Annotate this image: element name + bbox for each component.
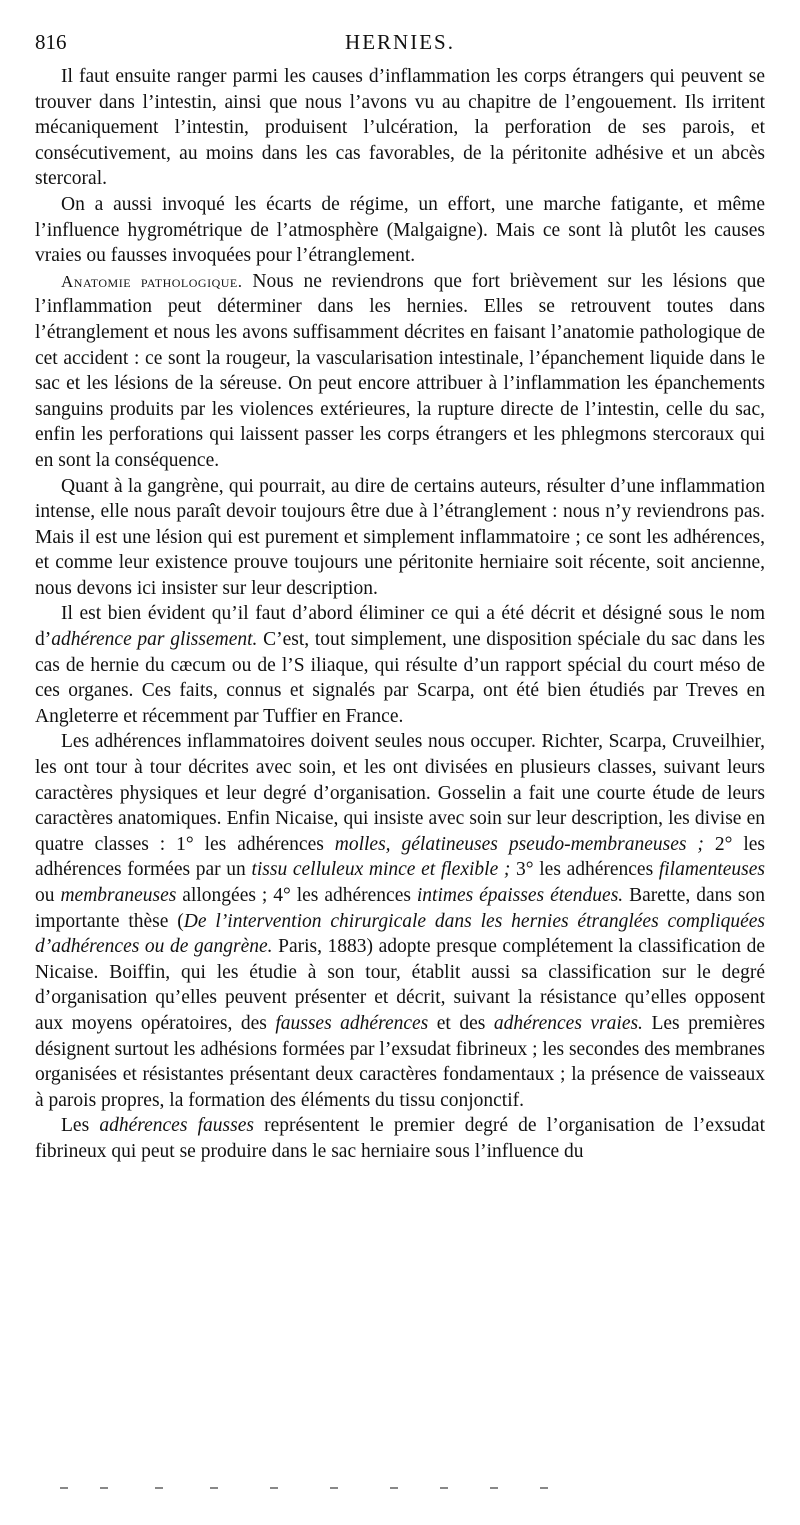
scan-noise <box>60 1487 560 1491</box>
running-title: HERNIES. <box>345 30 455 54</box>
section-heading: Anatomie pathologique. <box>61 271 243 291</box>
italic-term: adhérence par glissement. <box>51 629 258 651</box>
paragraph-4: Quant à la gangrène, qui pourrait, au dire de certains auteurs, résulter d’une inflammation intense, elle nous paraît devoir toujours être due à l’étranglement : nous n’y reviendrons pas. Mais il est une lésion qui est purement et simplement inflammatoire ; ce sont les adhérences, et comme leur existence prouve toujours une péritonite herniaire soit récente, soit ancienne, nous devons ici insister sur leur description. <box>35 475 765 599</box>
italic-term: membraneuses <box>60 885 177 906</box>
paragraph-1: Il faut ensuite ranger parmi les causes d’inflammation les corps étrangers qui peuvent se trouver dans l’intestin, ainsi que nous l’avons vu au chapitre de l’engouement. Ils irritent mécaniquement l’intestin, produisent l’ulcération, la perforation de ses parois, et consécutivement, au moins dans les cas favorables, de la péritonite adhésive et un abcès stercoral. <box>35 66 765 190</box>
running-header <box>35 30 765 60</box>
italic-term: fausses adhérences <box>275 1012 429 1034</box>
italic-term: adhérences fausses <box>99 1115 254 1137</box>
italic-term: tissu celluleux mince et flexible ; <box>251 859 511 881</box>
paragraph-5: Il est bien évident qu’il faut d’abord éliminer ce qui a été décrit et désigné sous le nom d’adhérence par glissement. C’est, tout simplement, une disposition spéciale du sac dans les cas de hernie du cæcum ou de l’S iliaque, qui résulte d’un rapport spécial du court méso de ces organes. Ces faits, connus et signalés par Scarpa, ont été bien étudiés par Treves en Angleterre et récemment par Tuffier en France. <box>35 603 765 727</box>
cited-thesis-title: De l’intervention chirurgicale dans les hernies étranglées compliquées d’adhérences ou de gangrène. <box>35 910 765 958</box>
italic-term: filamenteuses <box>658 859 765 881</box>
paragraph-2: On a aussi invoqué les écarts de régime, un effort, une marche fatigante, et même l’influence hygrométrique de l’atmosphère (Malgaigne). Mais ce sont là plutôt les causes vraies ou fausses invoquées pour l’étranglement. <box>35 193 765 267</box>
paragraph-6: Les adhérences inflammatoires doivent seules nous occuper. Richter, Scarpa, Cruveilhier, les ont tour à tour décrites avec soin, et les ont divisées en plusieurs classes, suivant leurs caractères physiques et leur degré d’organisation. Gosselin a fait une courte étude de leurs caractères anatomiques. Enfin Nicaise, qui insiste avec soin sur leur description, les divise en quatre classes : 1° les adhérences molles, gélatineuses pseudo-membraneuses ; 2° les adhérences formées par un tissu celluleux mince et flexible ; 3° les adhérences filamenteuses ou membraneuses allongées ; 4° les adhérences intimes épaisses étendues. Barette, dans son importante thèse (De l’intervention chirurgicale dans les hernies étranglées compliquées d’adhérences ou de gangrène. Paris, 1883) adopte presque complétement la classification de Nicaise. Boiffin, qui les étudie à son tour, établit aussi sa classification sur le degré d’organisation qu’elles peuvent présenter et décrit, suivant la résistance qu’elles opposent aux moyens opératoires, des fausses adhérences et des adhérences vraies. Les premières désignent surtout les adhésions formées par l’exsudat fibrineux ; les secondes des membranes organisées et résistantes présentant deux caractères fondamentaux ; la présence de vaisseaux à parois propres, la formation des éléments du tissu conjonctif. <box>35 731 766 1111</box>
italic-term: molles, gélatineuses pseudo-membraneuses ; <box>334 833 704 855</box>
paragraph-3: Anatomie pathologique. Nous ne reviendrons que fort brièvement sur les lésions que l’inflammation peut déterminer dans les hernies. Elles se retrouvent toutes dans l’étranglement et nous les avons suffisamment décrites en faisant l’anatomie pathologique de cet accident : ce sont la rougeur, la vascularisation intestinale, l’épanchement liquide dans le sac et les lésions de la séreuse. On peut encore attribuer à l’inflammation les épanchements sanguins produits par les violences extérieures, la rupture directe de l’intestin, celle du sac, enfin les perforations qui laissent passer les corps étrangers et les phlegmons stercoraux qui en sont la conséquence. <box>35 270 766 471</box>
page-number: 816 <box>35 30 67 54</box>
italic-term: intimes épaisses étendues. <box>416 885 624 906</box>
paragraph-7: Les adhérences fausses représentent le premier degré de l’organisation de l’exsudat fibrineux qui peut se produire dans le sac herniaire sous l’influence du <box>35 1115 765 1162</box>
italic-term: adhérences vraies. <box>493 1012 643 1034</box>
page-body <box>35 64 765 1165</box>
